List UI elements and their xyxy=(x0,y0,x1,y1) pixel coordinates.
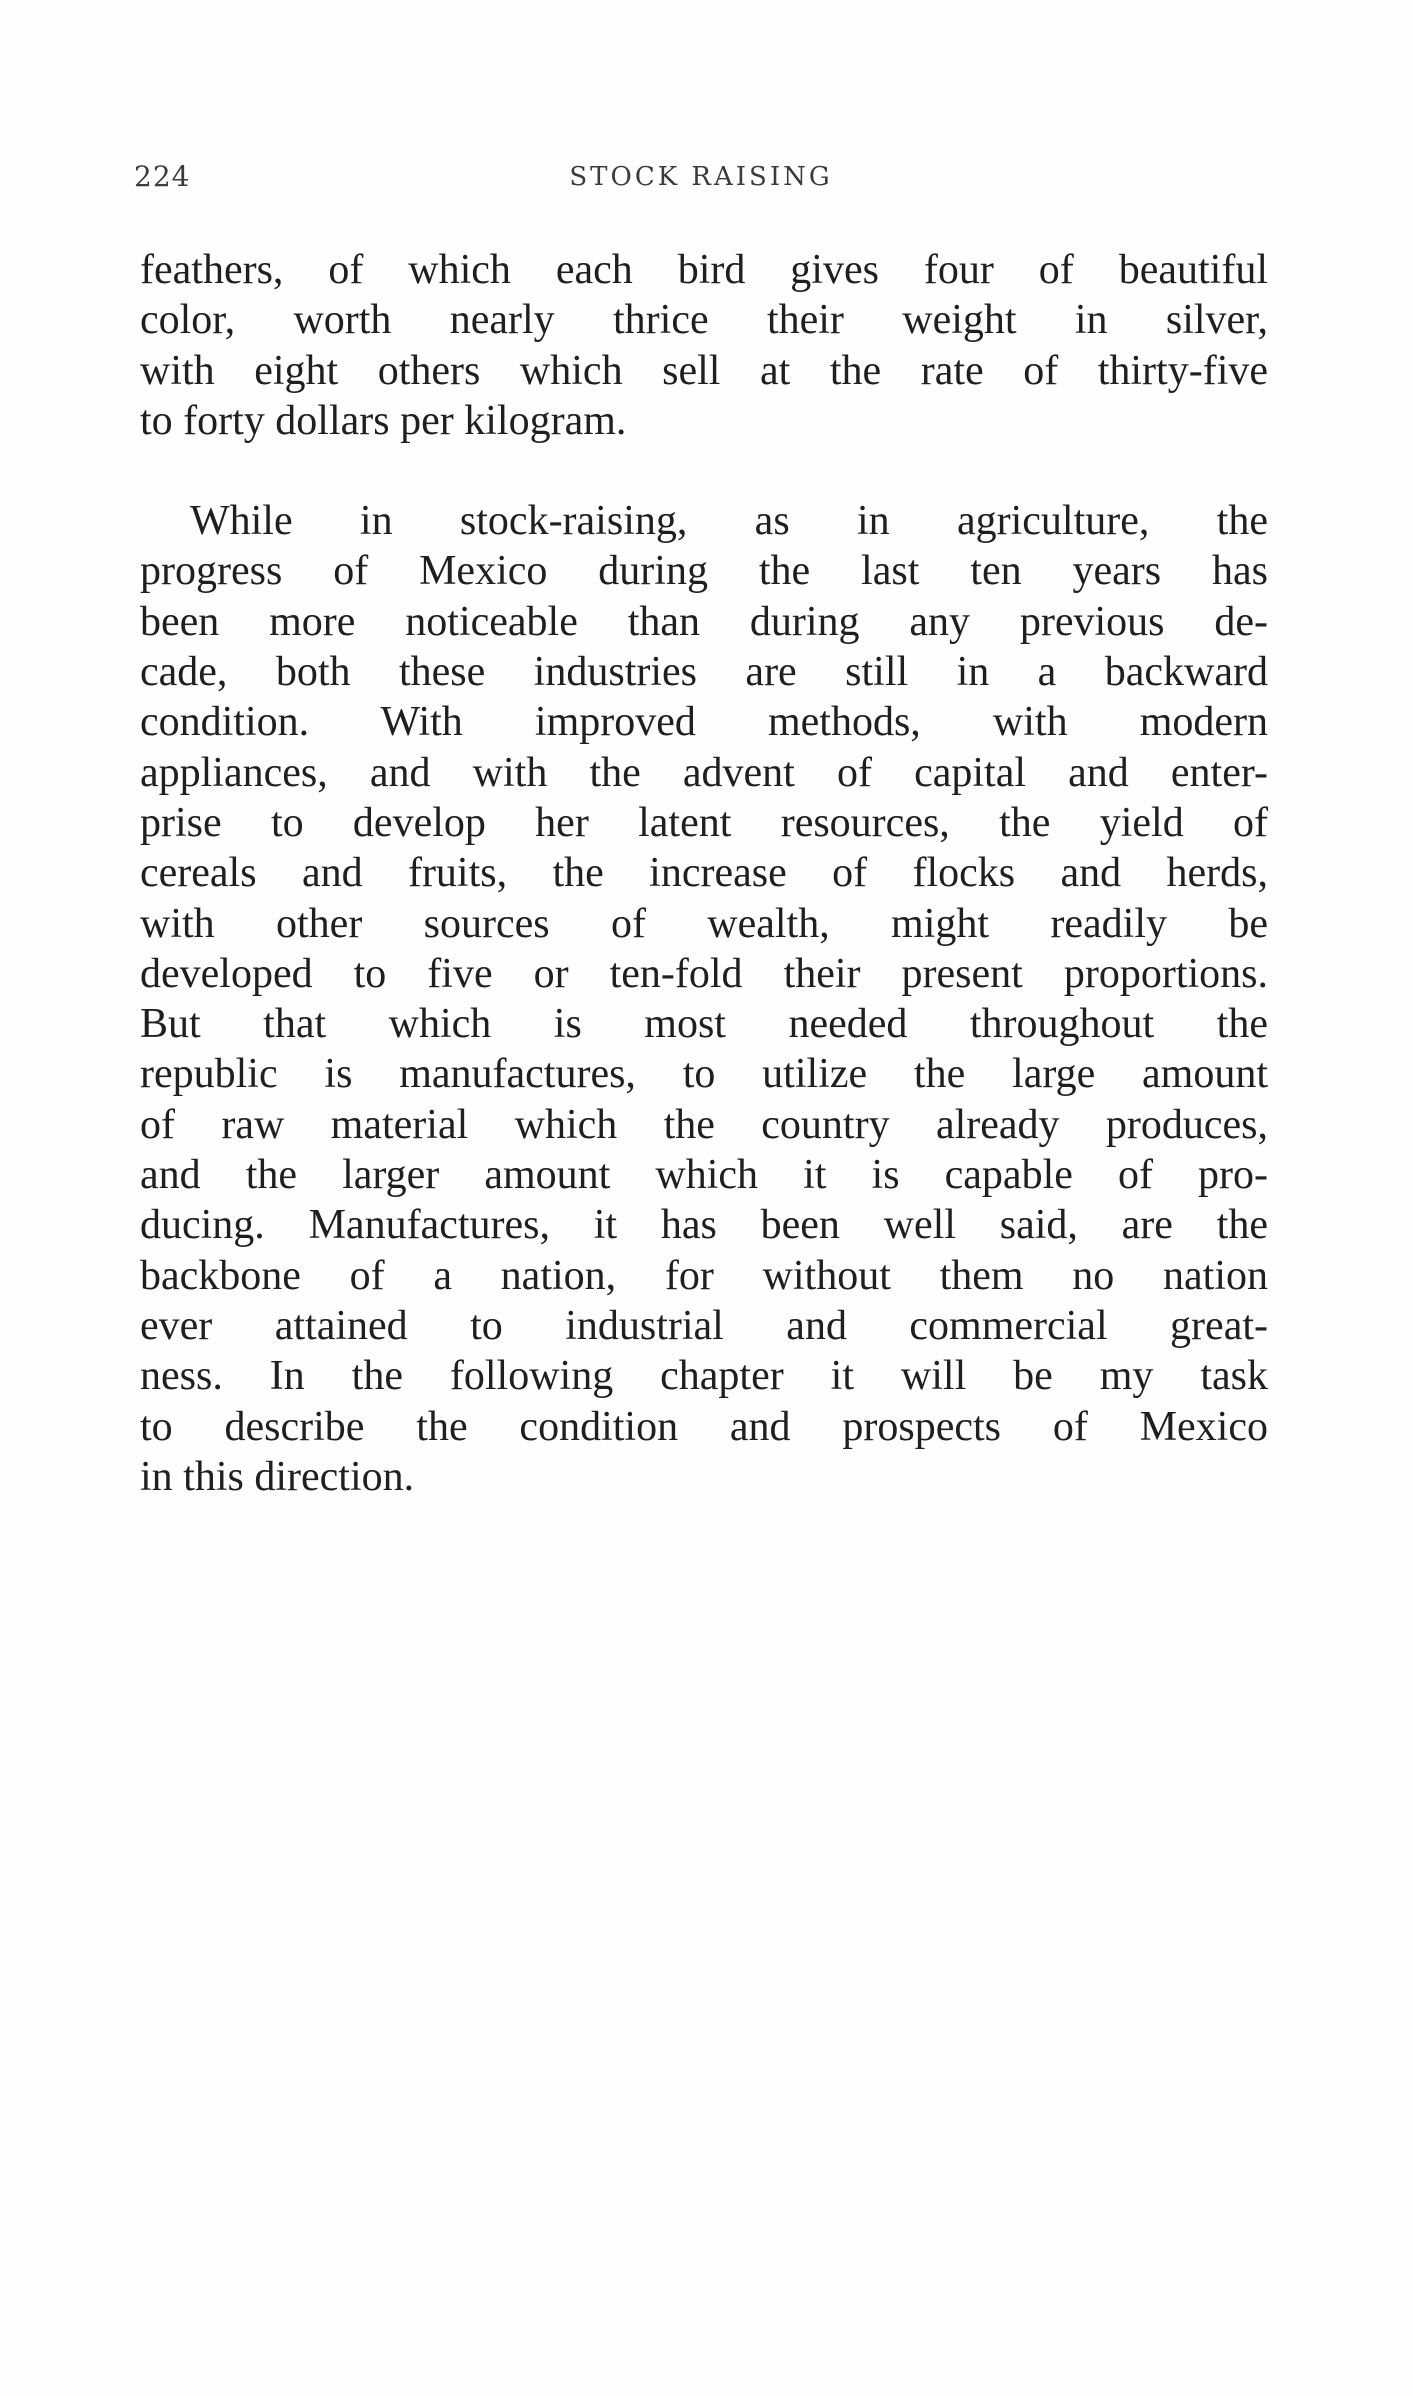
text-line: developed to five or ten-fold their present proportions. xyxy=(140,950,1268,997)
text-line: to describe the condition and prospects of Mexico xyxy=(140,1403,1268,1450)
text-line: ness. In the following chapter it will be my task xyxy=(140,1353,1268,1400)
text-line: with other sources of wealth, might readily be xyxy=(140,900,1268,947)
text-line: prise to develop her latent resources, the yield of xyxy=(140,799,1268,846)
text-line: cereals and fruits, the increase of flocks and herds, xyxy=(140,850,1268,897)
text-line: been more noticeable than during any previous de- xyxy=(140,598,1268,645)
text-line: feathers, of which each bird gives four of beautiful xyxy=(140,247,1268,293)
text-line: in this direction. xyxy=(140,1453,415,1500)
text-line: appliances, and with the advent of capital and enter- xyxy=(140,749,1268,796)
text-line: with eight others which sell at the rate of thirty-five xyxy=(140,347,1268,394)
text-line: ducing. Manufactures, it has been well said, are the xyxy=(140,1202,1268,1249)
paragraph-2 xyxy=(140,496,1268,1502)
text-line: and the larger amount which it is capable of pro- xyxy=(140,1152,1268,1199)
text-line: color, worth nearly thrice their weight in silver, xyxy=(140,297,1268,344)
text-line: backbone of a nation, for without them no nation xyxy=(140,1252,1268,1299)
text-line: While in stock-raising, as in agriculture, the xyxy=(190,498,1268,545)
text-line: progress of Mexico during the last ten years has xyxy=(140,548,1268,595)
text-line: ever attained to industrial and commercial great- xyxy=(140,1302,1268,1349)
running-head: STOCK RAISING xyxy=(569,162,833,192)
paragraph-1 xyxy=(140,245,1268,446)
page-header xyxy=(134,160,1268,204)
text-line: republic is manufactures, to utilize the large amount xyxy=(140,1051,1268,1098)
text-line: cade, both these industries are still in a backward xyxy=(140,649,1268,696)
body-text xyxy=(140,245,1268,1502)
page-number: 224 xyxy=(134,160,191,193)
text-line: condition. With improved methods, with modern xyxy=(140,699,1268,746)
text-line: But that which is most needed throughout the xyxy=(140,1001,1268,1048)
paragraph-spacer xyxy=(140,446,1268,496)
text-line: of raw material which the country already produces, xyxy=(140,1101,1268,1148)
text-line: to forty dollars per kilogram. xyxy=(140,397,627,444)
